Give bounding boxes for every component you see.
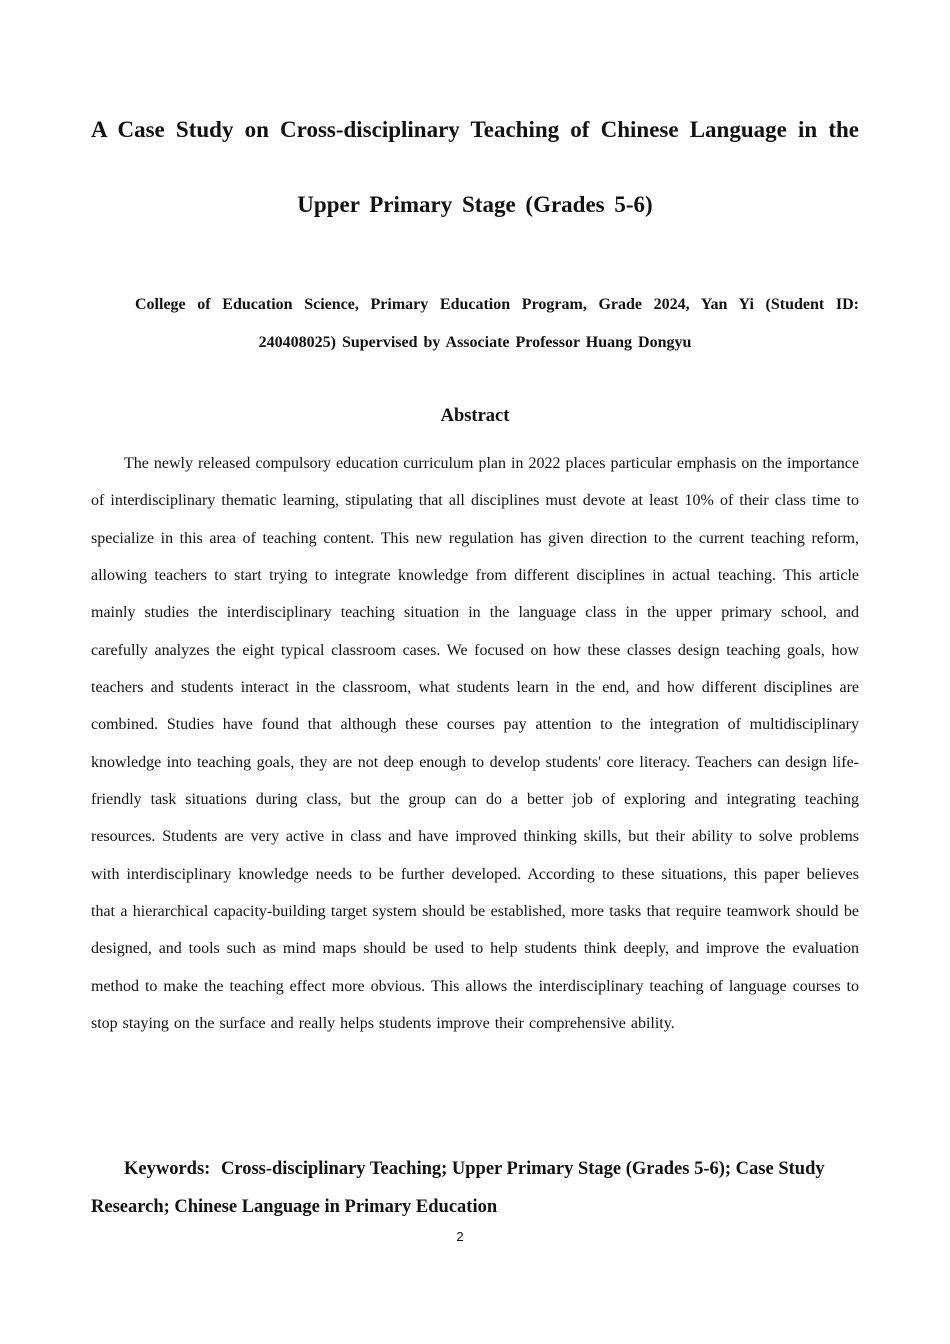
page-number: 2 [456, 1229, 464, 1244]
author-affiliation: College of Education Science, Primary Education Program, Grade 2024, Yan Yi (Student ID: 240408025) Supervised by Associate Professor Huang Dongyu [135, 296, 859, 351]
keywords-list: Cross-disciplinary Teaching; Upper Primary Stage (Grades 5-6); Case Study Research; Chinese Language in Primary Education [91, 1159, 825, 1217]
keywords-label: Keywords: [124, 1159, 211, 1179]
paper-title: A Case Study on Cross-disciplinary Teaching of Chinese Language in the Upper Primary Stage (Grades 5-6) [91, 117, 859, 217]
abstract-body: The newly released compulsory education curriculum plan in 2022 places particular emphasis on the importance of interdisciplinary thematic learning, stipulating that all disciplines must devote at least 10% of their class time to specialize in this area of teaching content. This new regulation has given direction to the current teaching reform, allowing teachers to start trying to integrate knowledge from different disciplines in actual teaching. This article mainly studies the interdisciplinary teaching situation in the language class in the upper primary school, and carefully analyzes the eight typical classroom cases. We focused on how these classes design teaching goals, how teachers and students interact in the classroom, what students learn in the end, and how different disciplines are combined. Studies have found that although these courses pay attention to the integration of multidisciplinary knowledge into teaching goals, they are not deep enough to develop students' core literacy. Teachers can design life-friendly task situations during class, but the group can do a better job of exploring and integrating teaching resources. Students are very active in class and have improved thinking skills, but their ability to solve problems with interdisciplinary knowledge needs to be further developed. According to these situations, this paper believes that a hierarchical capacity-building target system should be established, more tasks that require teamwork should be designed, and tools such as mind maps should be used to help students think deeply, and improve the evaluation method to make the teaching effect more obvious. This allows the interdisciplinary teaching of language courses to stop staying on the surface and really helps students improve their comprehensive ability. [91, 455, 859, 1033]
abstract-heading: Abstract [440, 406, 510, 426]
keywords [91, 1150, 859, 1226]
